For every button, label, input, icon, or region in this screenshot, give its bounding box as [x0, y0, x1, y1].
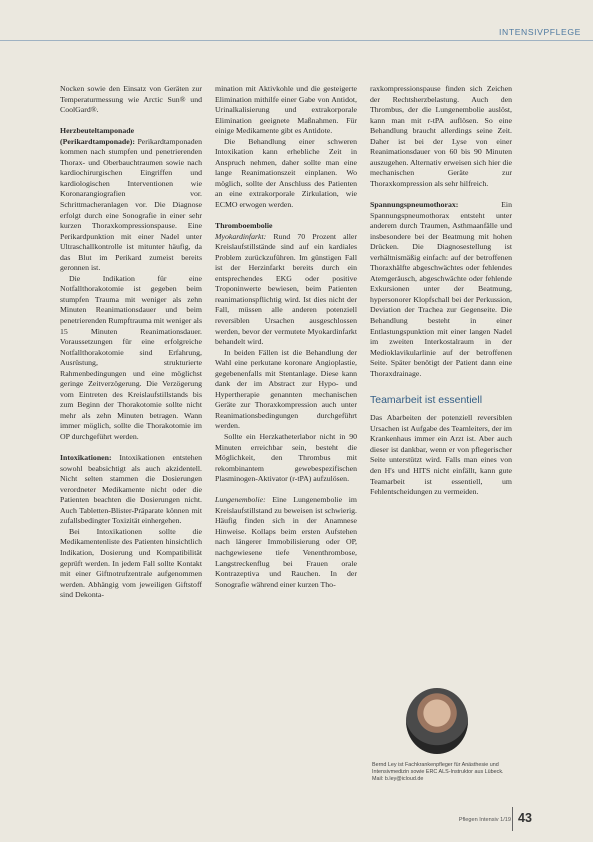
- text-column-3: [370, 84, 512, 498]
- section-heading: Teamarbeit ist essentiell: [370, 394, 483, 407]
- footer-divider: [512, 807, 513, 831]
- paragraph: In beiden Fällen ist die Behandlung der Wahl eine perkutane koronare Angioplastie, gegebenenfalls mit Stentanlage. Diese kann dank der im Abstract zur Hypo- und Hypertherapie genannten mechanischen Geräte zur Thoraxkompression auch unter Reanimationsbedingungen durchgeführt werden.: [215, 347, 357, 431]
- run-in-heading: Herzbeuteltamponade (Perikardtamponade):: [60, 126, 135, 146]
- paragraph: [60, 453, 202, 527]
- page-number: 43: [518, 811, 532, 825]
- paragraph: [370, 200, 512, 379]
- paragraph: Die Behandlung einer schweren Intoxikation kann erhebliche Zeit in Anspruch nehmen, daher sollte man eine lange Reanimationszeit einplanen. Wo möglich, sollte der Anschluss des Patienten an eine extrakorporale Zirkulation, wie ECMO erwogen werden.: [215, 136, 357, 210]
- section-label: INTENSIVPFLEGE: [499, 27, 581, 37]
- paragraph: raxkompressionspause finden sich Zeichen der Rechtsherzbelastung. Auch den Thrombus, der die Lungenembolie auslöst, kann man mit r-tPA auflösen. So eine Behandlung braucht allerdings seine Zeit. Daher ist bei der Lyse von einer Reanimationsdauer von 60 bis 90 Minuten auszugehen. Alternativ erweisen sich hier die mechanischen Geräte zur Thoraxkompression als sehr hilfreich.: [370, 84, 512, 188]
- text-column-2: [215, 84, 357, 590]
- paragraph-text: Intoxikationen entstehen sowohl beabsichtigt als auch akzidentell. Nicht selten stammen die Dosierungen verordneter Medikamente nicht oder die Patienten beachten die Dosierungen nicht. Auch Tabletten-Blister-Präparate können mit zufallsbedingter Toxizität einhergehen.: [60, 453, 202, 526]
- paragraph: mination mit Aktivkohle und die gesteigerte Elimination mithilfe einer Gabe von Antidot, Urinalkalisierung und extrakorporale Elimination geeignete Maßnahmen. Für einige Medikamente gibt es Antidote.: [215, 84, 357, 136]
- paragraph: [60, 126, 202, 274]
- paragraph: Bei Intoxikationen sollte die Medikamentenliste des Patienten hinsichtlich Indikation, Dosierung und Kompatibilität geprüft werden. In jedem Fall sollte Kontakt mit einer Giftnotrufzentrale aufgenommen werden. Abhängig vom jeweiligen Giftstoff sind Dekonta-: [60, 526, 202, 600]
- run-in-heading: Spannungspneumothorax:: [370, 199, 459, 209]
- paragraph-text: Perikardtamponaden kommen nach stumpfen und penetrierenden Thorax- und Oberbauchtraumen sowie nach kardiochirurgischen Eingriffen und kardiologischen Interventionen wie Koronarangiografien vor. Schrittmacheranlagen vor. Die Diagnose erfolgt durch eine Sonografie in einer sehr kurzen Thoraxkompressionspause. Eine Perikardpunktion mit einer Nadel unter Ultraschallkontrolle ist mitunter häufig, da das Blut im Perikard zumeist bereits geronnen ist.: [60, 136, 202, 273]
- paragraph: [215, 495, 357, 590]
- run-in-heading: Myokardinfarkt:: [215, 231, 267, 241]
- header-rule: [0, 40, 593, 41]
- paragraph: Das Abarbeiten der potenziell reversiblen Ursachen ist Aufgabe des Teamleiters, der im Krankenhaus immer ein Arzt ist. Aber auch dieser ist dankbar, wenn er von pflegerischer Seite unterstützt wird. Falls man eines von den H's und HITS nicht einfällt, kann gute Teamarbeit ist essentiell, um Fehlentscheidungen zu vermeiden.: [370, 413, 512, 497]
- section-heading: Thromboembolie: [215, 221, 273, 231]
- run-in-heading: Lungenembolie:: [215, 495, 266, 505]
- paragraph: Nocken sowie den Einsatz von Geräten zur Temperaturmessung wie Arctic Sun® und CoolGard®.: [60, 84, 202, 115]
- paragraph: [215, 232, 357, 348]
- paragraph: Die Indikation für eine Notfallthorakotomie ist gegeben beim stumpfen Trauma mit weniger als zehn Minuten Reanimationsdauer und beim penetrierenden Rumpftrauma mit weniger als 15 Minuten Reanimationsdauer. Voraussetzungen für eine erfolgreiche Notfallthorakotomie sind Erfahrung, Ausrüstung, strukturierte Rahmenbedingungen und eine möglichst geringe Zeitverzögerung. Die Verzögerung vom Eintreten des Kreislaufstillstands bis zum Beginn der Thorakotomie sollte nicht mehr als zehn Minuten betragen. Wann immer möglich, sollte die Thorakotomie im OP durchgeführt werden.: [60, 273, 202, 441]
- text-column-1: [60, 84, 202, 601]
- paragraph-text: Ein Spannungspneumothorax entsteht unter anderem durch Traumen, Asthmaanfälle und insbesondere bei der Beatmung mit hohen Drücken. Die Diagnosestellung ist verhältnismäßig einfach: auf der betroffenen Thoraxhälfte abgeschwächtes oder fehlendes Atemgeräusch, abgeschwächte oder fehlende Exkursionen unter der Beatmung, hypersonorer Klopfschall bei der Perkussion, Deviation der Trachea zur Gegenseite. Die Behandlung besteht in einer Entlastungspunktion mit einer langen Nadel im zweiten Interkostalraum in der Medioklavikularlinie auf der betroffenen Seite. Später benötigt der Patient dann eine Thoraxdrainage.: [370, 199, 512, 378]
- run-in-heading: Intoxikationen:: [60, 453, 112, 463]
- author-photo: [406, 688, 468, 754]
- author-box: [372, 688, 514, 784]
- paragraph-text: Rund 70 Prozent aller Kreislaufstillstände sind auf ein kardiales Problem zurückzuführen. Im günstigen Fall ist der Herzinfarkt bereits durch ein entsprechendes EKG oder positive Troponinwerte bewiesen, beim Patienten reanimationspflichtig wird. Ist dies nicht der Fall, müssen alle anderen potenziell reversiblen Ursachen ausgeschlossen werden, bevor der vermutete Myokardinfarkt behandelt wird.: [215, 231, 357, 347]
- paragraph: Sollte ein Herzkatheterlabor nicht in 90 Minuten erreichbar sein, besteht die Möglichkeit, den Thrombus mit rekombinantem gewebespezifischen Plasminogen-Aktivator (r-tPA) aufzulösen.: [215, 432, 357, 484]
- author-caption: Bernd Ley ist Fachkrankenpfleger für Anästhesie und Intensivmedizin sowie ERC ALS-Instruktor aus Lübeck. Mail: b.ley@icloud.de: [372, 762, 504, 783]
- paragraph-text: Eine Lungenembolie im Kreislaufstillstand zu beweisen ist schwierig. Häufig finden sich in der Anamnese Hinweise. Kollaps beim ersten Aufstehen nach längerer Immobilisierung oder OP, nachgewiesene tiefe Venenthrombose, Langstreckenflug bei Frauen orale Kontrazeptiva und Rauchen. In der Sonografie während einer kurzen Tho-: [215, 495, 357, 589]
- journal-source: Pflegen Intensiv 1/19: [458, 817, 511, 823]
